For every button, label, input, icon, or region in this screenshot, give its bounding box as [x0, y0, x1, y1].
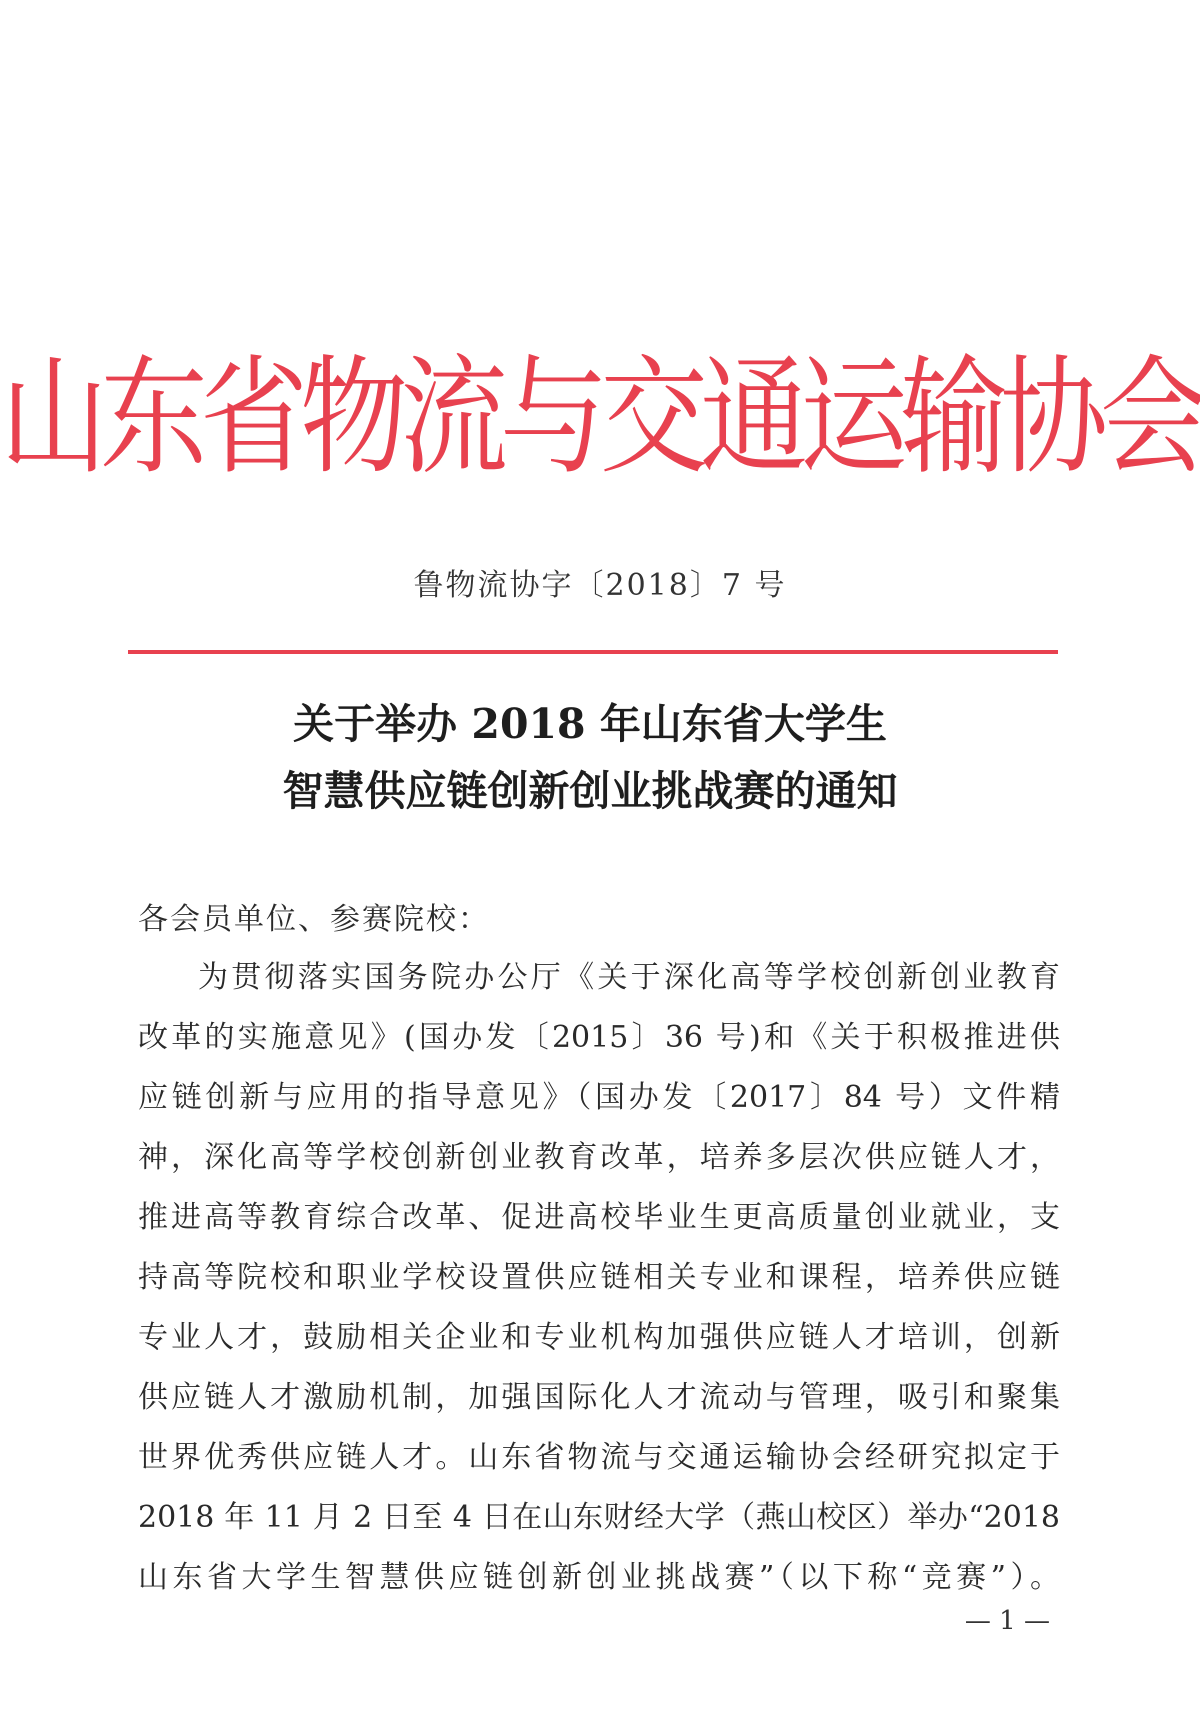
body-line: 神，深化高等学校创新创业教育改革，培养多层次供应链人才，	[138, 1140, 1060, 1175]
document-title-line-2: 智慧供应链创新创业挑战赛的通知	[282, 767, 898, 815]
body-line: 供应链人才激励机制，加强国际化人才流动与管理，吸引和聚集	[138, 1380, 1060, 1415]
body-line: 持高等院校和职业学校设置供应链相关专业和课程，培养供应链	[138, 1260, 1060, 1295]
body-line: 推进高等教育综合改革、促进高校毕业生更高质量创业就业，支	[138, 1200, 1060, 1235]
letterhead-org-name: 山东省物流与交通运输协会	[0, 344, 1200, 492]
body-line: 专业人才，鼓励相关企业和专业机构加强供应链人才培训，创新	[138, 1320, 1060, 1355]
body-line: 应链创新与应用的指导意见》（国办发〔2017〕84 号）文件精	[138, 1080, 1060, 1115]
body-line: 改革的实施意见》(国办发〔2015〕36 号)和《关于积极推进供	[138, 1020, 1060, 1055]
page-number: — 1 —	[964, 1606, 1050, 1636]
body-line: 山东省大学生智慧供应链创新创业挑战赛”（以下称“竞赛”）。	[138, 1560, 1060, 1595]
body-line: 为贯彻落实国务院办公厅《关于深化高等学校创新创业教育	[198, 960, 1060, 995]
salutation: 各会员单位、参赛院校：	[138, 902, 490, 937]
body-line: 2018 年 11 月 2 日至 4 日在山东财经大学（燕山校区）举办“2018	[138, 1500, 1060, 1535]
document-number: 鲁物流协字〔2018〕7 号	[413, 568, 787, 603]
red-divider-line	[128, 650, 1058, 654]
document-title-line-1: 关于举办 2018 年山东省大学生	[293, 700, 887, 748]
body-line: 世界优秀供应链人才。山东省物流与交通运输协会经研究拟定于	[138, 1440, 1060, 1475]
